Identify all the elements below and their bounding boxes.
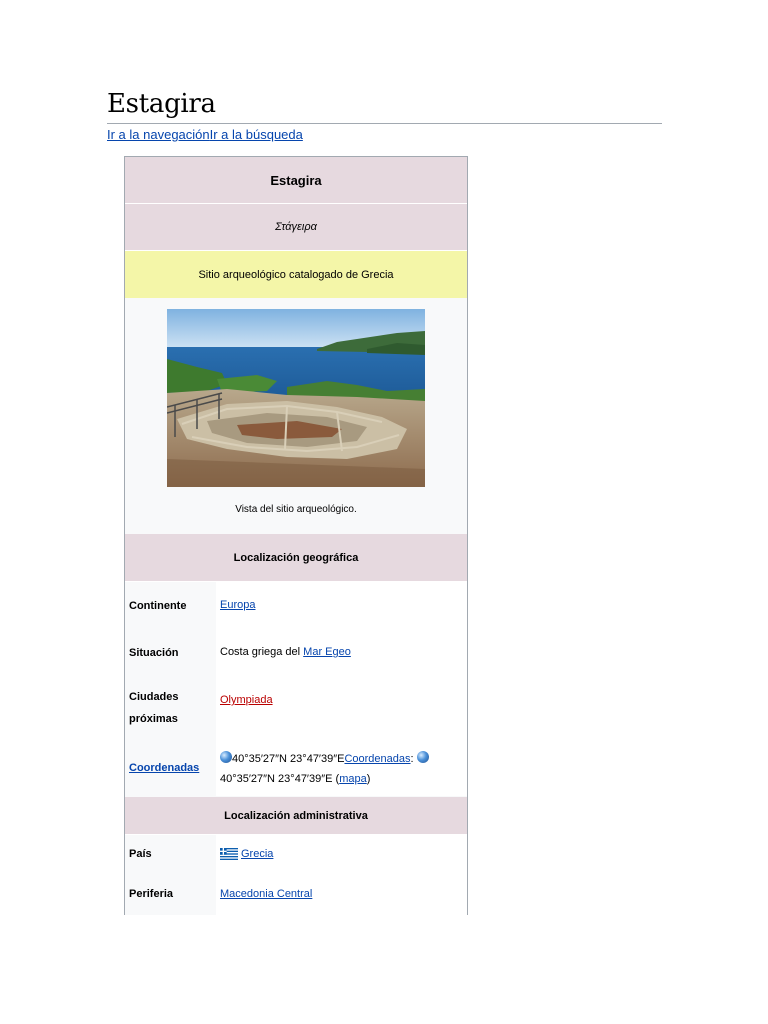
row-periferia bbox=[125, 873, 467, 915]
jump-to-search-link[interactable]: Ir a la búsqueda bbox=[209, 127, 303, 142]
coordenadas-label-link[interactable]: Coordenadas bbox=[129, 762, 200, 774]
row-ciudades bbox=[125, 676, 467, 740]
greece-flag-icon bbox=[220, 848, 238, 860]
row-label-continente: Continente bbox=[129, 599, 187, 612]
image-caption: Vista del sitio arqueológico. bbox=[235, 504, 357, 515]
row-label-situacion: Situación bbox=[129, 646, 179, 659]
map-open-paren: ( bbox=[332, 773, 340, 785]
row-situacion bbox=[125, 629, 467, 676]
infobox-native-name: Στάγειρα bbox=[275, 221, 317, 233]
section-title-geo: Localización geográfica bbox=[233, 551, 359, 564]
infobox-type: Sitio arqueológico catalogado de Grecia bbox=[198, 268, 394, 281]
row-label-periferia: Periferia bbox=[129, 888, 174, 900]
coordinates-separator: : bbox=[410, 753, 417, 765]
row-pais bbox=[125, 835, 467, 873]
globe-icon[interactable] bbox=[220, 751, 232, 763]
row-label-coordenadas bbox=[125, 740, 216, 796]
section-header-admin bbox=[125, 797, 467, 835]
mar-egeo-link[interactable]: Mar Egeo bbox=[303, 646, 351, 658]
map-close-paren: ) bbox=[366, 773, 371, 785]
situacion-prefix: Costa griega del bbox=[220, 646, 304, 658]
europa-link[interactable]: Europa bbox=[220, 599, 256, 611]
globe-icon[interactable] bbox=[417, 751, 429, 763]
grecia-link[interactable]: Grecia bbox=[241, 847, 274, 860]
row-label-ciudades: Ciudades próximas bbox=[129, 691, 179, 725]
infobox-type-row bbox=[125, 251, 467, 298]
olympiada-link[interactable]: Olympiada bbox=[220, 694, 273, 706]
row-value-continente bbox=[216, 582, 467, 629]
title-divider bbox=[107, 123, 662, 124]
macedonia-central-link[interactable]: Macedonia Central bbox=[220, 887, 313, 900]
jump-to-navigation-link[interactable]: Ir a la navegación bbox=[107, 127, 210, 142]
row-value-ciudades bbox=[216, 676, 467, 740]
infobox-native-name-row bbox=[125, 204, 467, 251]
mapa-link[interactable]: mapa bbox=[339, 773, 367, 785]
row-value-coordenadas bbox=[216, 740, 467, 796]
section-title-admin: Localización administrativa bbox=[224, 809, 368, 822]
coordinates-secondary: 40°35′27″N 23°47′39″E bbox=[220, 773, 333, 785]
infobox bbox=[124, 156, 468, 915]
archaeological-site-photo[interactable] bbox=[167, 309, 425, 487]
jump-links bbox=[107, 127, 303, 142]
row-value-pais bbox=[216, 835, 467, 873]
coordenadas-link[interactable]: Coordenadas bbox=[344, 753, 411, 765]
row-coordenadas bbox=[125, 740, 467, 796]
row-value-periferia bbox=[216, 873, 467, 915]
row-continente bbox=[125, 582, 467, 629]
section-header-geo bbox=[125, 534, 467, 582]
row-value-situacion bbox=[216, 629, 467, 676]
row-label-pais: País bbox=[129, 848, 152, 860]
infobox-image-cell bbox=[125, 298, 467, 534]
infobox-title: Estagira bbox=[270, 172, 322, 188]
infobox-title-row bbox=[125, 157, 467, 204]
page-title: Estagira bbox=[107, 89, 216, 119]
coordinates-primary: 40°35′27″N 23°47′39″E bbox=[232, 753, 345, 765]
